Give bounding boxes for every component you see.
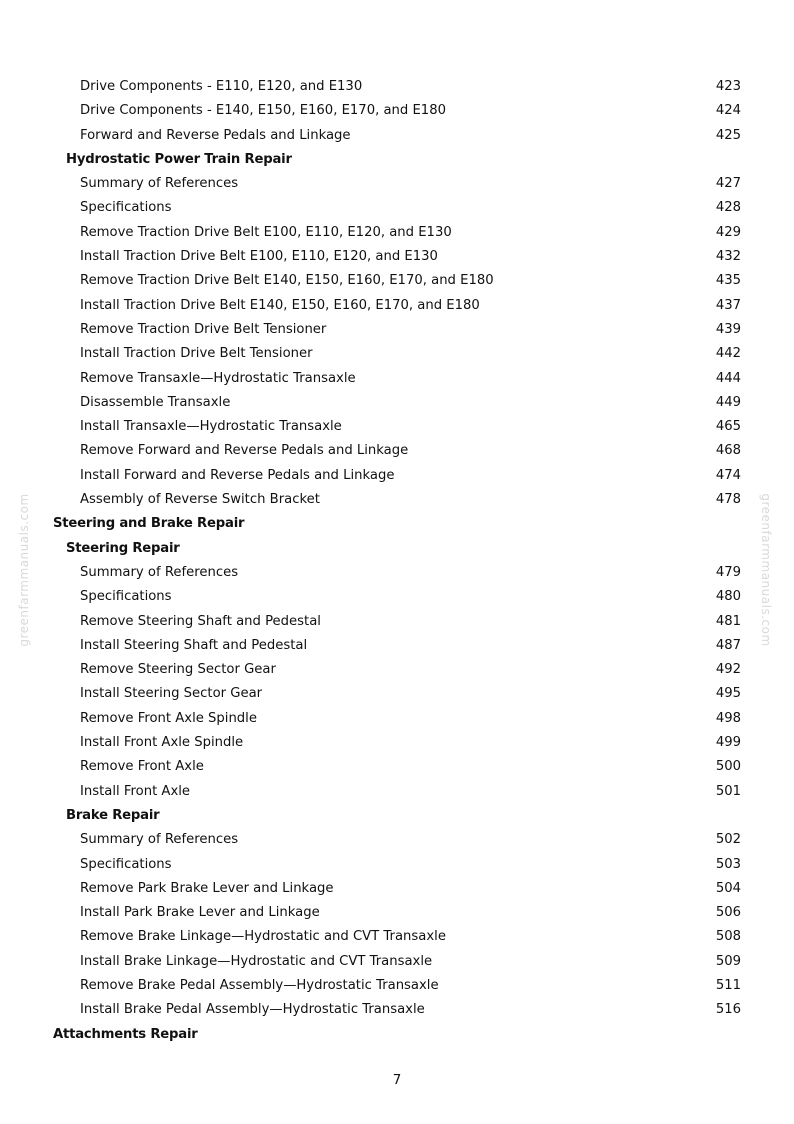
- toc-entry-page: 503: [715, 856, 741, 872]
- toc-entry-title: Remove Front Axle Spindle: [80, 710, 257, 726]
- toc-entry[interactable]: [0, 391, 794, 415]
- watermark-right: greenfarmmanuals.com: [759, 493, 773, 647]
- toc-entry-title: Remove Steering Shaft and Pedestal: [80, 613, 321, 629]
- toc-entry-page: 501: [715, 783, 741, 799]
- toc-entry-title: Install Traction Drive Belt E100, E110, E120, and E130: [80, 249, 438, 265]
- toc-entry[interactable]: [0, 75, 794, 99]
- toc-entry[interactable]: [0, 707, 794, 731]
- toc-section-heading[interactable]: [0, 148, 794, 172]
- toc-entry[interactable]: [0, 950, 794, 974]
- toc-entry[interactable]: [0, 415, 794, 439]
- toc-entry[interactable]: [0, 464, 794, 488]
- toc-entry-page: 516: [715, 1002, 741, 1018]
- toc-entry[interactable]: [0, 245, 794, 269]
- toc-entry[interactable]: [0, 682, 794, 706]
- toc-entry-title: Specifications: [80, 856, 172, 872]
- watermark-left: greenfarmmanuals.com: [17, 493, 31, 647]
- toc-entry[interactable]: [0, 367, 794, 391]
- toc-entry-page: 506: [715, 905, 741, 921]
- toc-entry-title: Brake Repair: [66, 807, 160, 823]
- toc-entry[interactable]: [0, 99, 794, 123]
- toc-entry-page: 468: [715, 443, 741, 459]
- toc-entry-title: Hydrostatic Power Train Repair: [66, 151, 292, 167]
- toc-entry-title: Install Brake Pedal Assembly—Hydrostatic Transaxle: [80, 1002, 425, 1018]
- toc-entry-title: Drive Components - E110, E120, and E130: [80, 79, 363, 94]
- toc-entry[interactable]: [0, 561, 794, 585]
- toc-entry[interactable]: [0, 172, 794, 196]
- toc-entry-page: 480: [715, 589, 741, 605]
- toc-entry-title: Remove Transaxle—Hydrostatic Transaxle: [80, 370, 356, 386]
- toc-entry-title: Attachments Repair: [53, 1026, 198, 1042]
- toc-entry-page: 423: [715, 79, 741, 94]
- toc-entry[interactable]: [0, 585, 794, 609]
- toc-entry-page: 508: [715, 929, 741, 945]
- toc-entry-title: Specifications: [80, 200, 172, 216]
- toc-entry[interactable]: [0, 634, 794, 658]
- toc-entry[interactable]: [0, 731, 794, 755]
- toc-entry-title: Remove Front Axle: [80, 759, 204, 775]
- toc-entry-page: 474: [715, 467, 741, 483]
- toc-entry-title: Forward and Reverse Pedals and Linkage: [80, 127, 351, 143]
- toc-entry-title: Install Park Brake Lever and Linkage: [80, 905, 320, 921]
- toc-entry[interactable]: [0, 610, 794, 634]
- toc-entry-page: 499: [715, 735, 741, 751]
- toc-entry-title: Remove Traction Drive Belt E140, E150, E160, E170, and E180: [80, 273, 494, 289]
- toc-entry[interactable]: [0, 755, 794, 779]
- toc-entry-page: 500: [715, 759, 741, 775]
- toc-section-heading[interactable]: [0, 804, 794, 828]
- toc-entry-title: Install Forward and Reverse Pedals and Linkage: [80, 467, 395, 483]
- toc-entry[interactable]: [0, 124, 794, 148]
- toc-entry-title: Install Traction Drive Belt Tensioner: [80, 346, 313, 362]
- toc-entry[interactable]: [0, 828, 794, 852]
- toc-entry-page: 439: [715, 321, 741, 337]
- toc-entry-page: 481: [715, 613, 741, 629]
- toc-entry-page: 509: [715, 953, 741, 969]
- toc-entry[interactable]: [0, 342, 794, 366]
- toc-entry-title: Install Traction Drive Belt E140, E150, E160, E170, and E180: [80, 297, 480, 313]
- toc-entry-page: 465: [715, 419, 741, 435]
- toc-entry-title: Install Steering Shaft and Pedestal: [80, 637, 308, 653]
- toc-entry-title: Remove Steering Sector Gear: [80, 662, 276, 678]
- toc-entry-page: 428: [715, 200, 741, 216]
- toc-entry-page: 502: [715, 832, 741, 848]
- toc-entry[interactable]: [0, 780, 794, 804]
- toc-entry-page: 498: [715, 710, 741, 726]
- toc-entry-title: Remove Brake Pedal Assembly—Hydrostatic Transaxle: [80, 977, 439, 993]
- toc-entry-title: Summary of References: [80, 176, 239, 192]
- toc-entry-title: Remove Traction Drive Belt Tensioner: [80, 321, 327, 337]
- toc-entry[interactable]: [0, 294, 794, 318]
- toc-entry[interactable]: [0, 853, 794, 877]
- toc-entry-title: Remove Forward and Reverse Pedals and Linkage: [80, 443, 409, 459]
- toc-section-heading[interactable]: [0, 537, 794, 561]
- toc-entry-page: 487: [715, 637, 741, 653]
- toc-entry[interactable]: [0, 901, 794, 925]
- toc-entry[interactable]: [0, 439, 794, 463]
- toc-entry[interactable]: [0, 998, 794, 1022]
- toc-entry-page: 437: [715, 297, 741, 313]
- toc-entry-page: 478: [715, 492, 741, 508]
- toc-entry-title: Install Steering Sector Gear: [80, 686, 263, 702]
- toc-entry[interactable]: [0, 877, 794, 901]
- toc-entry-page: 492: [715, 662, 741, 678]
- toc-entry-title: Steering and Brake Repair: [53, 516, 245, 532]
- toc-chapter-heading[interactable]: [0, 512, 794, 536]
- toc-entry-title: Remove Park Brake Lever and Linkage: [80, 880, 334, 896]
- toc-entry-page: 425: [715, 127, 741, 143]
- toc-entry[interactable]: [0, 925, 794, 949]
- toc-entry-page: 495: [715, 686, 741, 702]
- table-of-contents: [0, 75, 794, 1047]
- toc-entry-title: Summary of References: [80, 832, 239, 848]
- toc-entry-page: 511: [715, 977, 741, 993]
- toc-entry[interactable]: [0, 221, 794, 245]
- toc-entry[interactable]: [0, 974, 794, 998]
- toc-entry-page: 449: [715, 394, 741, 410]
- toc-entry-title: Summary of References: [80, 564, 239, 580]
- toc-entry-page: 435: [715, 273, 741, 289]
- toc-entry[interactable]: [0, 488, 794, 512]
- toc-entry-page: 442: [715, 346, 741, 362]
- toc-entry-page: 429: [715, 224, 741, 240]
- toc-entry-title: Install Front Axle Spindle: [80, 735, 244, 751]
- toc-entry-page: 432: [715, 249, 741, 265]
- toc-entry-title: Remove Traction Drive Belt E100, E110, E120, and E130: [80, 224, 452, 240]
- page-number: 7: [392, 1072, 402, 1088]
- toc-entry-page: 479: [715, 564, 741, 580]
- toc-entry[interactable]: [0, 269, 794, 293]
- toc-entry-title: Specifications: [80, 589, 172, 605]
- toc-entry-title: Install Front Axle: [80, 783, 191, 799]
- toc-entry-title: Steering Repair: [66, 540, 180, 556]
- toc-entry-page: 427: [715, 176, 741, 192]
- toc-chapter-heading[interactable]: [0, 1023, 794, 1047]
- toc-entry-title: Remove Brake Linkage—Hydrostatic and CVT Transaxle: [80, 929, 446, 945]
- toc-entry-title: Assembly of Reverse Switch Bracket: [80, 492, 320, 508]
- toc-entry-title: Install Transaxle—Hydrostatic Transaxle: [80, 419, 342, 435]
- toc-entry-page: 444: [715, 370, 741, 386]
- toc-entry-title: Install Brake Linkage—Hydrostatic and CVT Transaxle: [80, 953, 433, 969]
- toc-entry-page: 504: [715, 880, 741, 896]
- toc-entry[interactable]: [0, 318, 794, 342]
- toc-entry[interactable]: [0, 658, 794, 682]
- toc-entry-title: Disassemble Transaxle: [80, 394, 231, 410]
- toc-entry[interactable]: [0, 196, 794, 220]
- toc-entry-title: Drive Components - E140, E150, E160, E170, and E180: [80, 103, 446, 119]
- toc-entry-page: 424: [715, 103, 741, 119]
